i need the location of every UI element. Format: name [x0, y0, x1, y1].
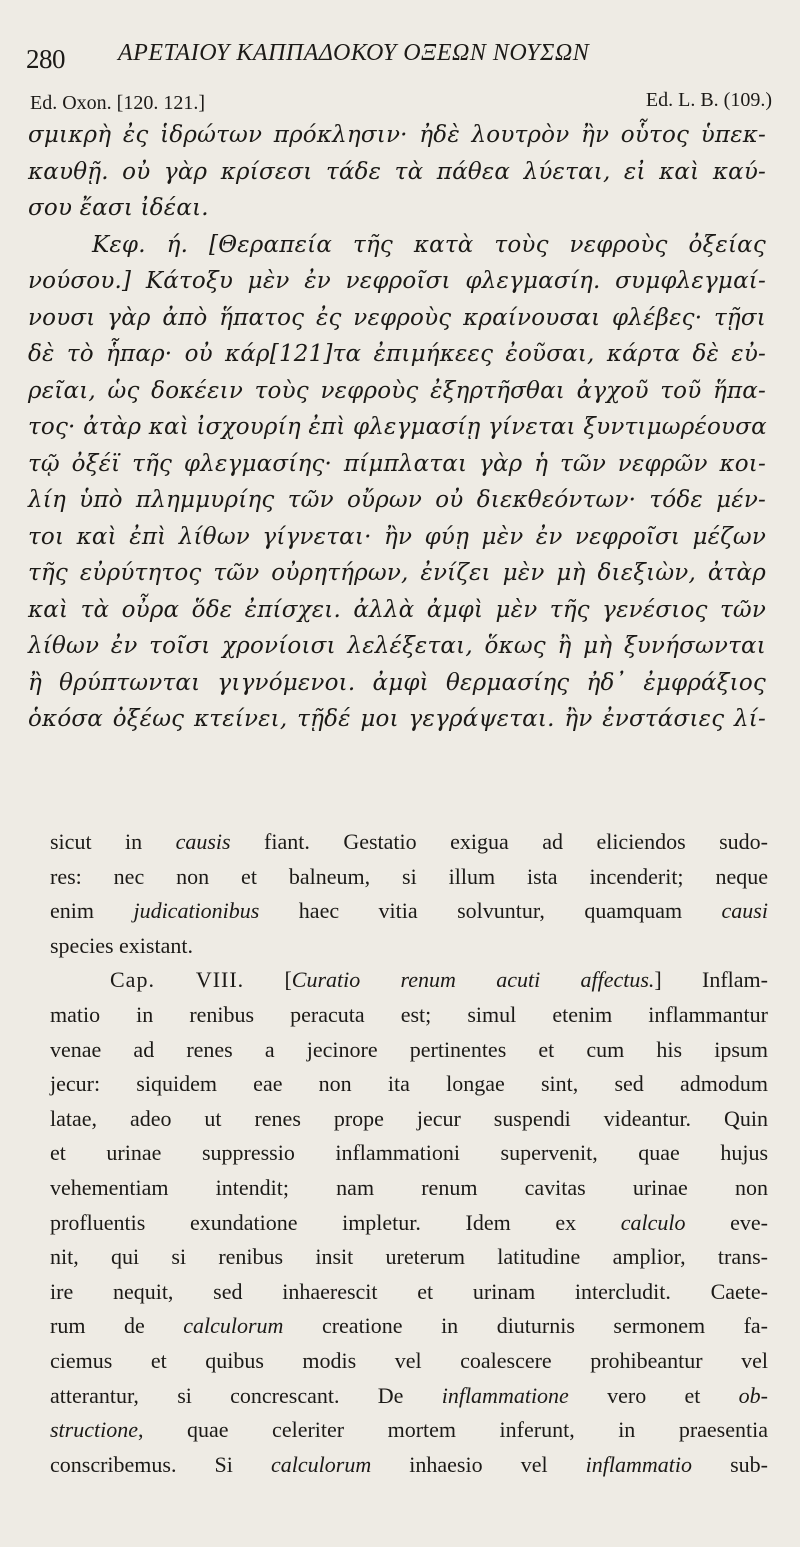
chapter-label: Cap. VIII.: [110, 967, 245, 993]
latin-line: [50, 1309, 768, 1344]
latin-text: vero et: [568, 1382, 739, 1408]
greek-line: λίη ὑπὸ πλημμυρίης τῶν οὔρων οὐ διεκθεόντων· τόδε μέν-: [28, 487, 766, 513]
latin-text: enim: [50, 898, 134, 924]
latin-italic-term: ob-: [738, 1382, 768, 1408]
latin-text: sicut in: [50, 829, 176, 854]
latin-italic-term: inflammatio: [585, 1451, 693, 1477]
latin-line: [50, 1413, 768, 1448]
latin-italic-term: calculorum: [271, 1451, 372, 1477]
greek-text-block: [28, 117, 766, 738]
latin-line: jecur: siquidem eae non ita longae sint, sed admodum: [50, 1071, 768, 1097]
latin-text: atterantur, si concrescant. De: [50, 1382, 442, 1408]
latin-italic-term: causis: [175, 829, 231, 854]
latin-text: [: [244, 967, 292, 993]
greek-chapter-heading: Κεφ. ή. [Θεραπεία τῆς κατὰ τοὺς νεφροὺς ὀξείας: [92, 231, 766, 258]
latin-line: [50, 1206, 768, 1241]
greek-line: τῆς εὐρύτητος τῶν οὐρητήρων, ἐνίζει μὲν μὴ διεξιὼν, ἀτὰρ: [28, 560, 766, 586]
greek-line: λίθων ἐν τοῖσι χρονίοισι λελέξεται, ὅκως ἢ μὴ ξυνήσωνται: [28, 633, 766, 659]
latin-italic-term: calculo: [620, 1209, 686, 1235]
latin-text: eve-: [685, 1209, 768, 1235]
latin-line: ciemus et quibus modis vel coalescere prohibeantur vel: [50, 1347, 768, 1373]
greek-line: καυθῇ. οὐ γὰρ κρίσεσι τάδε τὰ πάθεα λύεται, εἰ καὶ καύ-: [28, 158, 766, 185]
latin-italic-term: calculorum: [183, 1313, 284, 1339]
latin-italic-term: judicationibus: [133, 898, 260, 924]
latin-text: sub-: [692, 1451, 768, 1477]
greek-line: ὁκόσα ὀξέως κτείνει, τῇδέ μοι γεγράψεται. ἢν ἐνστάσιες λί-: [28, 706, 766, 732]
greek-line: καὶ τὰ οὖρα ὅδε ἐπίσχει. ἀλλὰ ἀμφὶ μὲν τῆς γενέσιος τῶν: [28, 596, 766, 623]
greek-line: ἢ θρύπτωνται γιγνόμενοι. ἀμφὶ θερμασίης ἠδ᾽ ἐμφράξιος: [28, 669, 766, 696]
latin-line: et urinae suppressio inflammationi supervenit, quae hujus: [50, 1140, 768, 1166]
latin-italic-term: inflammatione: [441, 1382, 569, 1408]
latin-line: [50, 1379, 768, 1414]
chapter-title: Curatio renum acuti affectus.: [291, 967, 655, 993]
greek-line: σμικρὴ ἐς ἱδρώτων πρόκλησιν· ἠδὲ λουτρὸν ἢν οὗτος ὑπεκ-: [28, 122, 766, 148]
page-number: 280: [26, 44, 65, 74]
latin-line: [50, 1448, 768, 1483]
greek-line: νούσου.] Κάτοξυ μὲν ἐν νεφροῖσι φλεγμασίη. συμφλεγμαί-: [28, 268, 766, 294]
latin-line: [50, 894, 768, 929]
latin-line: ire nequit, sed inhaerescit et urinam intercludit. Caete-: [50, 1278, 768, 1304]
latin-text: creatione in diuturnis sermonem fa-: [283, 1313, 768, 1339]
latin-line: venae ad renes a jecinore pertinentes et cum his ipsum: [50, 1036, 768, 1062]
edition-reference-right: Ed. L. B. (109.): [645, 89, 772, 111]
greek-line: δὲ τὸ ἧπαρ· οὐ κάρ[121]τα ἐπιμήκεες ἐοῦσαι, κάρτα δὲ εὐ-: [28, 341, 766, 367]
greek-line: τοι καὶ ἐπὶ λίθων γίγνεται· ἢν φύῃ μὲν ἐν νεφροῖσι μέζων: [28, 523, 766, 550]
greek-line: νουσι γὰρ ἀπὸ ἥπατος ἐς νεφροὺς κραίνουσαι φλέβες· τῇσι: [28, 304, 766, 331]
greek-line: τῷ ὀξέϊ τῆς φλεγμασίης· πίμπλαται γὰρ ἡ τῶν νεφρῶν κοι-: [28, 450, 766, 477]
latin-line: latae, adeo ut renes prope jecur suspendi videantur. Quin: [50, 1105, 768, 1131]
latin-line: res: nec non et balneum, si illum ista incenderit; neque: [50, 863, 768, 889]
latin-text-block: [50, 825, 768, 1482]
latin-text: inhaesio vel: [371, 1451, 586, 1477]
edition-reference-left: Ed. Oxon. [120. 121.]: [30, 92, 205, 114]
latin-line: species existant.: [50, 932, 193, 958]
latin-chapter-heading: [50, 963, 768, 998]
latin-text: profluentis exundatione impletur. Idem ex: [50, 1209, 621, 1235]
latin-line: [50, 825, 768, 860]
greek-line: ρεῖαι, ὡς δοκέειν τοὺς νεφροὺς ἐξηρτῆσθαι ἀγχοῦ τοῦ ἥπα-: [28, 377, 766, 404]
latin-text: haec vitia solvuntur, quamquam: [259, 898, 722, 924]
latin-text: rum de: [50, 1313, 184, 1339]
latin-text: ] Inflam-: [654, 967, 768, 993]
latin-text: fiant. Gestatio exigua ad eliciendos sudo-: [230, 829, 768, 854]
greek-line: τος· ἀτὰρ καὶ ἰσχουρίη ἐπὶ φλεγμασίῃ γίνεται ξυντιμωρέουσα: [28, 414, 767, 440]
latin-text: , quae celeriter mortem inferunt, in praesentia: [138, 1417, 768, 1443]
greek-line: σου ἔασι ἰδέαι.: [28, 195, 209, 221]
running-title: ΑΡΕΤΑΙΟΥ ΚΑΠΠΑΔΟΚΟΥ ΟΞΕΩΝ ΝΟΥΣΩΝ: [118, 40, 590, 66]
latin-line: vehementiam intendit; nam renum cavitas urinae non: [50, 1174, 768, 1200]
latin-italic-term: structione: [50, 1417, 138, 1443]
latin-line: nit, qui si renibus insit ureterum latitudine amplior, trans-: [50, 1244, 768, 1270]
latin-line: matio in renibus peracuta est; simul etenim inflammantur: [50, 1001, 768, 1027]
latin-italic-term: causi: [721, 898, 768, 924]
latin-text: conscribemus. Si: [50, 1451, 271, 1477]
